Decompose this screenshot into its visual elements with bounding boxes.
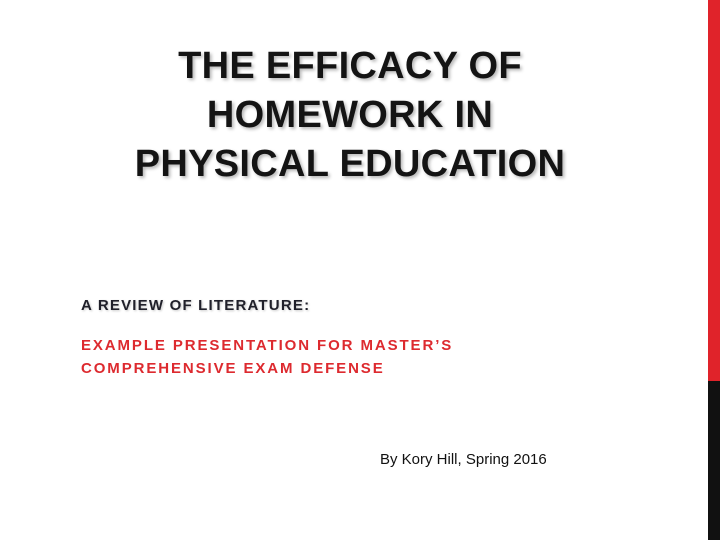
title-line-2: HOMEWORK IN <box>206 94 494 136</box>
title-line-1: THE EFFICACY OF <box>178 45 522 87</box>
slide-title <box>70 42 630 189</box>
subtitle-description <box>81 334 453 380</box>
accent-bar-red <box>708 0 720 381</box>
title-line-3: PHYSICAL EDUCATION <box>134 143 566 185</box>
subtitle-line-1: EXAMPLE PRESENTATION FOR MASTER’S <box>81 337 454 354</box>
accent-bar-black <box>708 381 720 540</box>
subtitle-label: A REVIEW OF LITERATURE: <box>81 297 311 314</box>
subtitle-line-2: COMPREHENSIVE EXAM DEFENSE <box>81 360 385 377</box>
author-byline: By Kory Hill, Spring 2016 <box>380 451 547 468</box>
